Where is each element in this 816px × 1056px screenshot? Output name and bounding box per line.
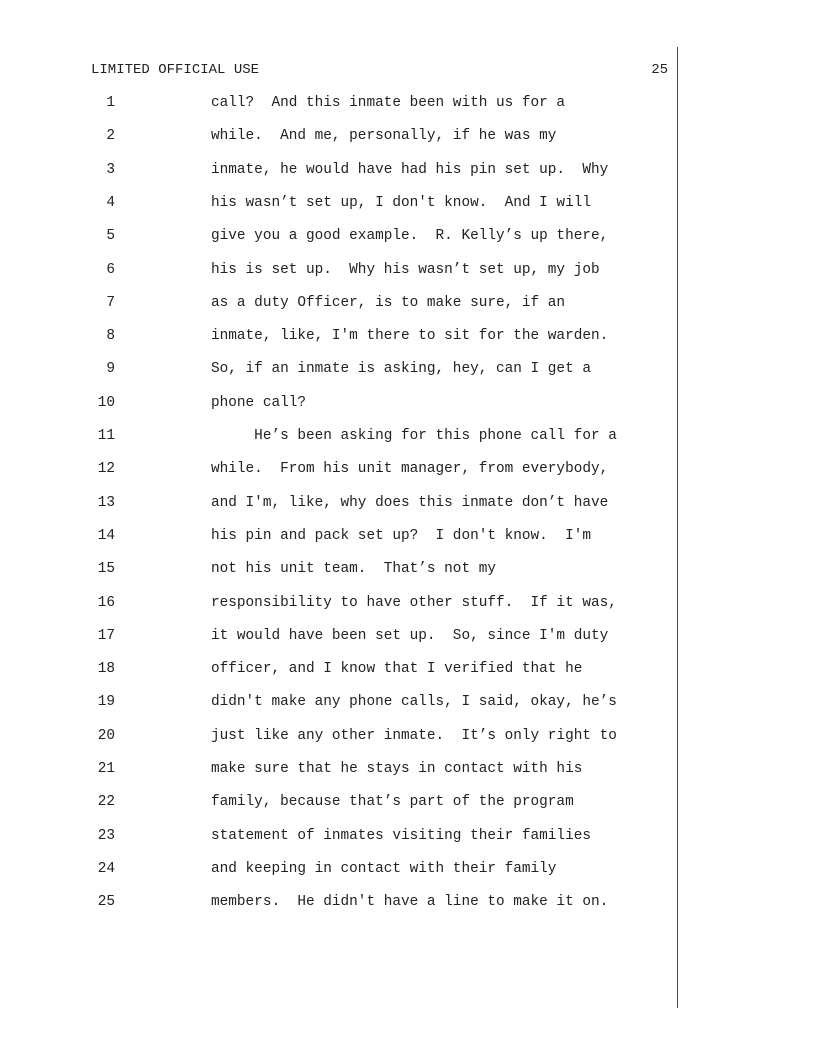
transcript-line: didn't make any phone calls, I said, okay, he’s [211,694,617,710]
line-number: 22 [97,794,115,810]
line-number: 18 [97,661,115,677]
line-number: 8 [106,328,115,344]
line-number: 12 [97,461,115,477]
transcript-line: give you a good example. R. Kelly’s up there, [211,228,609,244]
transcript-line: statement of inmates visiting their families [211,828,591,844]
transcript-line: responsibility to have other stuff. If it was, [211,595,617,611]
transcript-line: inmate, like, I'm there to sit for the warden. [211,328,609,344]
transcript-line: call? And this inmate been with us for a [211,95,566,111]
line-number: 16 [97,595,115,611]
transcript-line: it would have been set up. So, since I'm duty [211,628,609,644]
transcript-line: So, if an inmate is asking, hey, can I get a [211,361,591,377]
transcript-line: while. And me, personally, if he was my [211,128,557,144]
transcript-line: officer, and I know that I verified that he [211,661,583,677]
transcript-line: his is set up. Why his wasn’t set up, my job [211,262,600,278]
line-number: 19 [97,694,115,710]
line-number: 10 [97,395,115,411]
line-number: 9 [106,361,115,377]
line-number: 1 [106,95,115,111]
transcript-line: inmate, he would have had his pin set up. Why [211,162,609,178]
line-number: 15 [97,561,115,577]
line-number: 7 [106,295,115,311]
line-number: 17 [97,628,115,644]
line-number: 24 [97,861,115,877]
transcript-line: not his unit team. That’s not my [211,561,496,577]
transcript-line: He’s been asking for this phone call for a [211,428,617,444]
transcript-line: as a duty Officer, is to make sure, if an [211,295,566,311]
line-number: 25 [97,894,115,910]
line-number: 2 [106,128,115,144]
transcript-line: his pin and pack set up? I don't know. I'm [211,528,591,544]
transcript-line: and I'm, like, why does this inmate don’t have [211,495,609,511]
page-number: 25 [651,62,668,78]
line-number: 5 [106,228,115,244]
transcript-line: while. From his unit manager, from everybody, [211,461,609,477]
transcript-line: and keeping in contact with their family [211,861,557,877]
transcript-line: make sure that he stays in contact with his [211,761,583,777]
line-number: 14 [97,528,115,544]
line-number: 23 [97,828,115,844]
transcript-line: just like any other inmate. It’s only right to [211,728,617,744]
line-number: 6 [106,262,115,278]
transcript-line: members. He didn't have a line to make it on. [211,894,609,910]
line-number: 3 [106,162,115,178]
line-number: 13 [97,495,115,511]
line-number: 11 [97,428,115,444]
line-number: 21 [97,761,115,777]
classification-header: LIMITED OFFICIAL USE [91,62,260,78]
transcript-line: phone call? [211,395,306,411]
line-number: 4 [106,195,115,211]
line-number: 20 [97,728,115,744]
transcript-line: family, because that’s part of the program [211,794,574,810]
transcript-line: his wasn’t set up, I don't know. And I will [211,195,591,211]
